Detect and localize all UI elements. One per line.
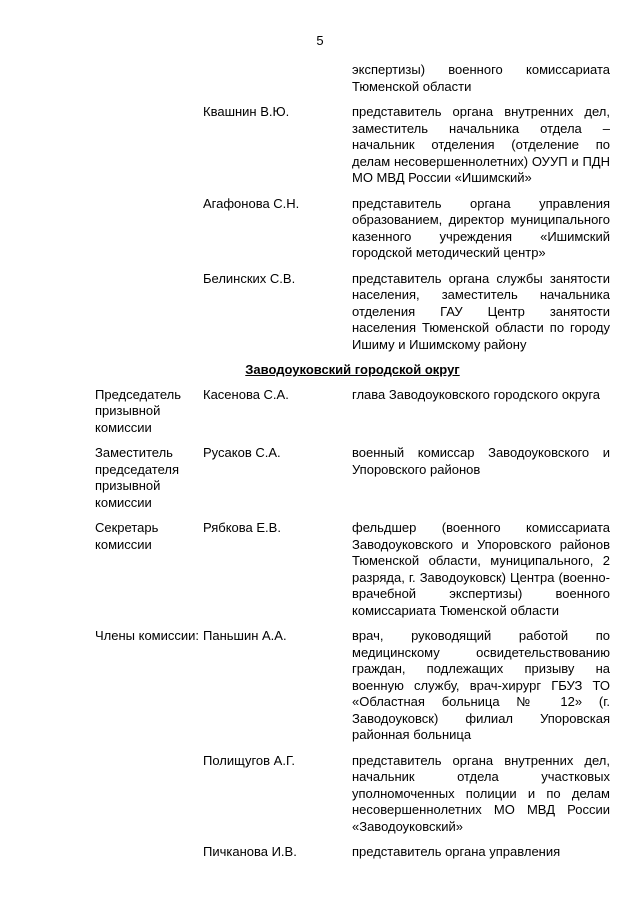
member-name: Белинских С.В. [203,270,296,286]
previous-commission-members [95,62,610,353]
member-description: представитель органа внутренних дел, начальник отдела участковых уполномоченных полиции и по делам несовершеннолетних МО МВД России «Заводоуковский» [352,752,610,834]
zavodoukovsky-commission-members [95,387,610,861]
member-description: представитель органа управления [352,844,561,859]
member-role: Секретарь комиссии [95,520,159,552]
member-name: Полищугов А.Г. [203,752,296,768]
page-number: 5 [316,33,324,48]
member-row [95,62,610,95]
member-name: Рябкова Е.В. [203,520,281,535]
member-row [95,753,610,836]
member-row [95,445,610,511]
member-name: Касенова С.А. [203,386,289,402]
member-description: военный комиссар Заводоуковского и Упоровского районов [352,445,610,477]
member-row [95,387,610,437]
member-row [95,104,610,187]
member-name: Русаков С.А. [203,445,281,460]
member-description: представитель органа службы занятости населения, заместитель начальника отделения ГАУ Центр занятости населения Тюменской области по городу Ишиму и Ишимскому району [352,270,610,352]
member-name: Квашнин В.Ю. [203,104,290,119]
member-role: Заместитель председателя призывной комиссии [95,445,180,510]
member-description: врач, руководящий работой по медицинскому освидетельствованию граждан, подлежащих призыву на военную службу, врач-хирург ГБУЗ ТО «Областная больница № 12» (г. Заводоуковск) филиал Упоровская районная больница [352,628,610,742]
section-heading: Заводоуковский городской округ [245,362,460,377]
member-description: глава Заводоуковского городского округа [352,386,601,402]
member-name: Пичканова И.В. [203,844,297,859]
commission-members-list [95,62,610,870]
member-role: Члены комиссии: [95,628,200,643]
member-name: Паньшин А.А. [203,628,287,643]
member-description: экспертизы) военного комиссариата Тюменской области [352,62,610,94]
member-row [95,520,610,619]
member-description: представитель органа управления образованием, директор муниципального казенного учреждения «Ишимский городской методический центр» [352,195,610,260]
member-description: фельдшер (военного комиссариата Заводоуковского и Упоровского районов Тюменской области, муниципального, 2 разряда, г. Заводоуковск) Центра (военно-врачебной экспертизы) военного комиссариата Тюменской области [352,520,610,618]
member-row [95,196,610,262]
member-role: Председатель призывной комиссии [95,386,182,435]
member-row [95,844,610,861]
member-row [95,271,610,354]
member-description: представитель органа внутренних дел, заместитель начальника отдела – начальник отделения (отделение по делам несовершеннолетних) ОУУП и ПДН МО МВД России «Ишимский» [352,104,610,185]
member-row [95,628,610,744]
member-name: Агафонова С.Н. [203,195,300,211]
